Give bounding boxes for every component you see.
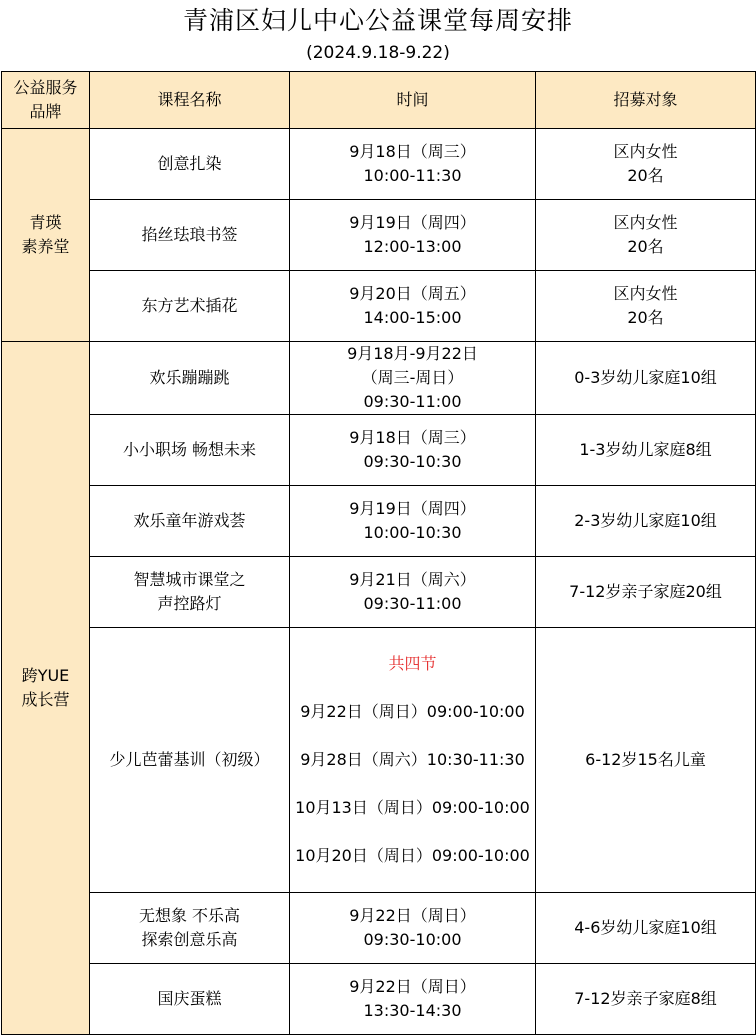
table-row <box>2 200 756 271</box>
course-cell: 国庆蛋糕 <box>90 964 290 1035</box>
session-time: 10月20日（周日）09:00-10:00 <box>295 846 530 865</box>
target-cell: 6-12岁15名儿童 <box>536 628 756 893</box>
course-cell: 东方艺术插花 <box>90 271 290 342</box>
course-cell: 欢乐童年游戏荟 <box>90 486 290 557</box>
session-time: 9月28日（周六）10:30-11:30 <box>300 750 525 769</box>
time-cell: 9月18月-9月22日 （周三-周日） 09:30-11:00 <box>290 342 536 415</box>
target-cell: 区内女性 20名 <box>536 200 756 271</box>
brand-cell: 青瑛 素养堂 <box>2 129 90 342</box>
table-row <box>2 129 756 200</box>
page-title: 青浦区妇儿中心公益课堂每周安排 <box>182 6 573 35</box>
time-cell: 9月19日（周四） 10:00-10:30 <box>290 486 536 557</box>
time-cell: 9月20日（周五） 14:00-15:00 <box>290 271 536 342</box>
time-cell: 9月22日（周日） 09:30-10:00 <box>290 893 536 964</box>
course-cell: 无想象 不乐高 探索创意乐高 <box>90 893 290 964</box>
target-cell: 2-3岁幼儿家庭10组 <box>536 486 756 557</box>
target-cell: 7-12岁亲子家庭20组 <box>536 557 756 628</box>
course-cell: 创意扎染 <box>90 129 290 200</box>
time-cell <box>290 628 536 893</box>
header-brand: 公益服务 品牌 <box>2 72 90 129</box>
table-row <box>2 557 756 628</box>
course-cell: 掐丝珐琅书签 <box>90 200 290 271</box>
header-time: 时间 <box>290 72 536 129</box>
time-cell: 9月18日（周三） 09:30-10:30 <box>290 415 536 486</box>
brand-cell: 跨YUE 成长营 <box>2 342 90 1035</box>
header-target: 招募对象 <box>536 72 756 129</box>
page-subtitle: (2024.9.18-9.22) <box>306 43 450 63</box>
target-cell: 1-3岁幼儿家庭8组 <box>536 415 756 486</box>
course-cell: 小小职场 畅想未来 <box>90 415 290 486</box>
course-cell: 少儿芭蕾基训（初级） <box>90 628 290 893</box>
target-cell: 7-12岁亲子家庭8组 <box>536 964 756 1035</box>
target-cell: 区内女性 20名 <box>536 271 756 342</box>
header-course: 课程名称 <box>90 72 290 129</box>
session-time: 10月13日（周日）09:00-10:00 <box>295 798 530 817</box>
time-cell: 9月22日（周日） 13:30-14:30 <box>290 964 536 1035</box>
table-row <box>2 964 756 1035</box>
target-cell: 4-6岁幼儿家庭10组 <box>536 893 756 964</box>
table-row <box>2 342 756 415</box>
target-cell: 0-3岁幼儿家庭10组 <box>536 342 756 415</box>
time-cell: 9月21日（周六） 09:30-11:00 <box>290 557 536 628</box>
time-cell: 9月19日（周四） 12:00-13:00 <box>290 200 536 271</box>
target-cell: 区内女性 20名 <box>536 129 756 200</box>
session-count-note: 共四节 <box>388 654 437 673</box>
table-row <box>2 486 756 557</box>
session-time: 9月22日（周日）09:00-10:00 <box>300 702 525 721</box>
time-cell: 9月18日（周三） 10:00-11:30 <box>290 129 536 200</box>
table-row <box>2 893 756 964</box>
table-row <box>2 628 756 893</box>
course-cell: 智慧城市课堂之 声控路灯 <box>90 557 290 628</box>
table-row <box>2 271 756 342</box>
table-row <box>2 415 756 486</box>
schedule-table <box>1 71 756 1035</box>
course-cell: 欢乐蹦蹦跳 <box>90 342 290 415</box>
table-header-row <box>2 72 756 129</box>
